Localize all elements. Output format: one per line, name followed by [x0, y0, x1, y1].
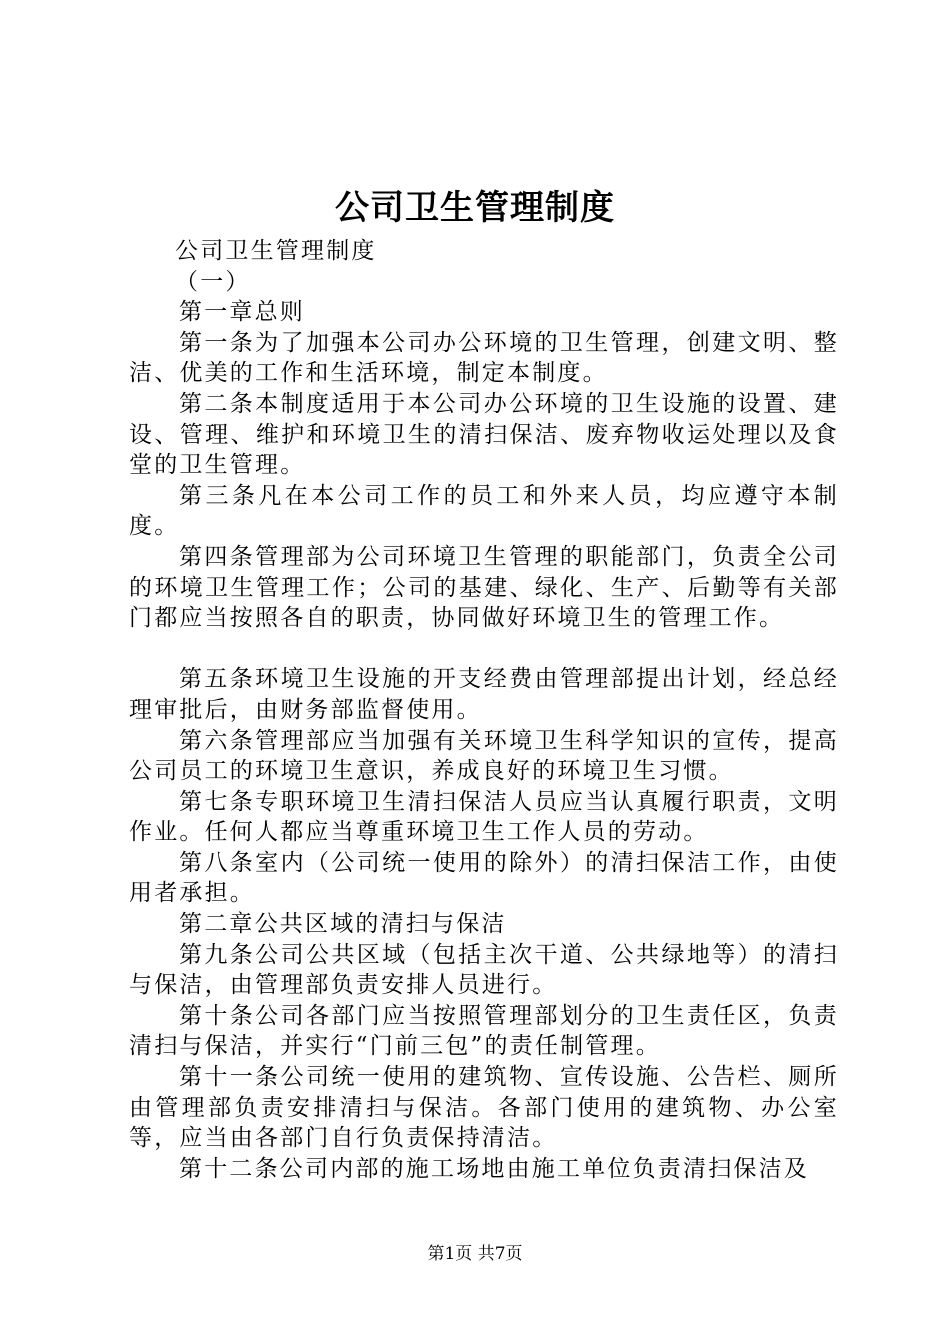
article-5: 第五条环境卫生设施的开支经费由管理部提出计划，经总经理审批后，由财务部监督使用。 [129, 666, 839, 723]
article-6: 第六条管理部应当加强有关环境卫生科学知识的宣传，提高公司员工的环境卫生意识，养成良好的环境卫生习惯。 [129, 727, 839, 785]
document-body [129, 236, 839, 1184]
body-paragraph-subtitle: 公司卫生管理制度 [175, 238, 377, 264]
article-3: 第三条凡在本公司工作的员工和外来人员，均应遵守本制度。 [129, 482, 839, 540]
article-10: 第十条公司各部门应当按照管理部划分的卫生责任区，负责清扫与保洁，并实行“门前三包”的责任制管理。 [129, 1002, 839, 1060]
chapter-heading-1: 第一章总则 [179, 299, 305, 326]
body-paragraph-section-number: （一） [175, 268, 251, 295]
page-number-footer: 第1页 共7页 [427, 1244, 523, 1264]
article-11: 第十一条公司统一使用的建筑物、宣传设施、公告栏、厕所由管理部负责安排清扫与保洁。各部门使用的建筑物、办公室等，应当由各部门自行负责保持清洁。 [129, 1064, 839, 1152]
article-2: 第二条本制度适用于本公司办公环境的卫生设施的设置、建设、管理、维护和环境卫生的清扫保洁、废弃物收运处理以及食堂的卫生管理。 [129, 390, 839, 479]
document-title: 公司卫生管理制度 [335, 188, 615, 228]
article-12: 第十二条公司内部的施工场地由施工单位负责清扫保洁及 [179, 1155, 809, 1182]
article-7: 第七条专职环境卫生清扫保洁人员应当认真履行职责，文明作业。任何人都应当尊重环境卫生工作人员的劳动。 [129, 788, 839, 846]
chapter-heading-2: 第二章公共区域的清扫与保洁 [179, 911, 507, 938]
article-1: 第一条为了加强本公司办公环境的卫生管理，创建文明、整洁、优美的工作和生活环境，制定本制度。 [129, 329, 839, 387]
article-4: 第四条管理部为公司环境卫生管理的职能部门，负责全公司的环境卫生管理工作；公司的基建、绿化、生产、后勤等有关部门都应当按照各自的职责，协同做好环境卫生的管理工作。 [129, 543, 839, 632]
blank-line [129, 634, 839, 665]
article-9: 第九条公司公共区域（包括主次干道、公共绿地等）的清扫与保洁，由管理部负责安排人员进行。 [129, 941, 839, 999]
article-8: 第八条室内（公司统一使用的除外）的清扫保洁工作，由使用者承担。 [129, 849, 839, 907]
